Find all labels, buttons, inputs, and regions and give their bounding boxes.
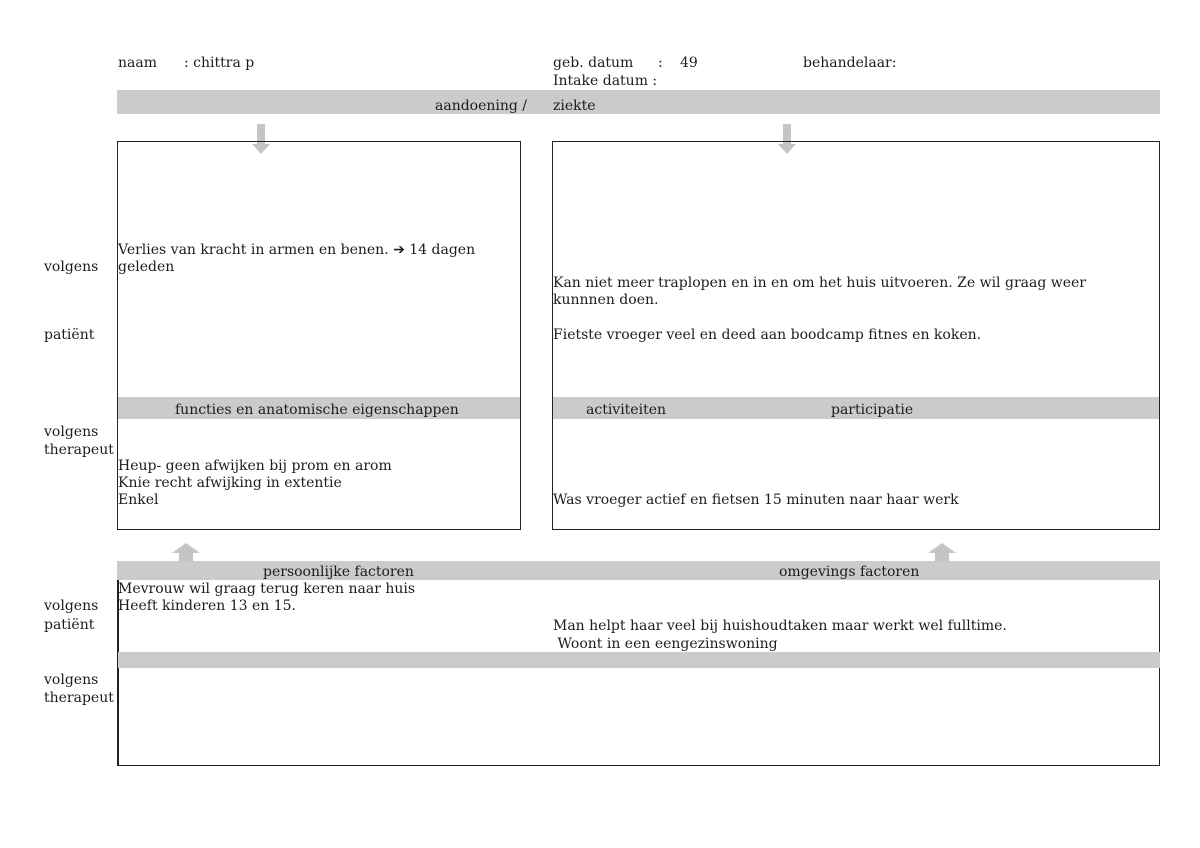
omgeving-line: Woont in een eengezinswoning [553, 636, 778, 652]
intake-datum-label: Intake datum : [553, 73, 658, 89]
patient-label: patiënt [44, 617, 95, 633]
functies-therapeut-line: Enkel [118, 492, 159, 508]
activiteiten-patient-text: Kan niet meer traplopen en in en om het huis uitvoeren. Ze wil graag weer kunnnen doen. [553, 275, 1086, 308]
naam-label: naam [118, 55, 157, 71]
activiteiten-therapeut-text: Was vroeger actief en fietsen 15 minuten naar haar werk [553, 492, 959, 508]
functies-label: functies en anatomische eigenschappen [175, 402, 459, 418]
behandelaar-label: behandelaar: [803, 55, 897, 71]
persoonlijke-factoren-label: persoonlijke factoren [263, 564, 414, 580]
aandoening-ziekte-band [117, 90, 1160, 114]
persoonlijk-line: Mevrouw wil graag terug keren naar huis [118, 581, 416, 597]
volgens-patient-label: volgens [44, 259, 99, 275]
activiteiten-patient-text: Fietste vroeger veel en deed aan boodcamp fitnes en koken. [553, 327, 982, 343]
aandoening-label: aandoening / [435, 98, 528, 114]
ziekte-label: ziekte [553, 98, 596, 114]
omgevings-factoren-label: omgevings factoren [779, 564, 920, 580]
persoonlijk-line: Heeft kinderen 13 en 15. [118, 598, 296, 614]
geb-datum-label: geb. datum [553, 55, 634, 71]
functies-therapeut-line: Heup- geen afwijken bij prom en arom [118, 458, 392, 474]
arrow-up-icon [172, 543, 200, 561]
therapeut-label: therapeut [44, 690, 114, 706]
participatie-label: participatie [831, 402, 914, 418]
functies-therapeut-line: Knie recht afwijking in extentie [118, 475, 342, 491]
factoren-bottom-border [117, 765, 1160, 767]
volgens-patient-label: volgens [44, 598, 99, 614]
patient-label: patiënt [44, 327, 95, 343]
volgens-therapeut-label: volgens [44, 672, 99, 688]
functies-patient-text: Verlies van kracht in armen en benen. ➔ 14 dagen geleden [118, 242, 476, 275]
therapeut-band [118, 652, 1160, 668]
omgeving-line: Man helpt haar veel bij huishoudtaken maar werkt wel fulltime. [553, 618, 1007, 634]
geb-datum-sep: : [658, 55, 663, 71]
activiteiten-label: activiteiten [586, 402, 666, 418]
therapeut-label: therapeut [44, 442, 114, 458]
naam-value: : chittra p [184, 55, 255, 71]
arrow-up-icon [928, 543, 956, 561]
factoren-right-border [1159, 580, 1161, 766]
volgens-therapeut-label: volgens [44, 424, 99, 440]
geb-datum-value: 49 [680, 55, 698, 71]
